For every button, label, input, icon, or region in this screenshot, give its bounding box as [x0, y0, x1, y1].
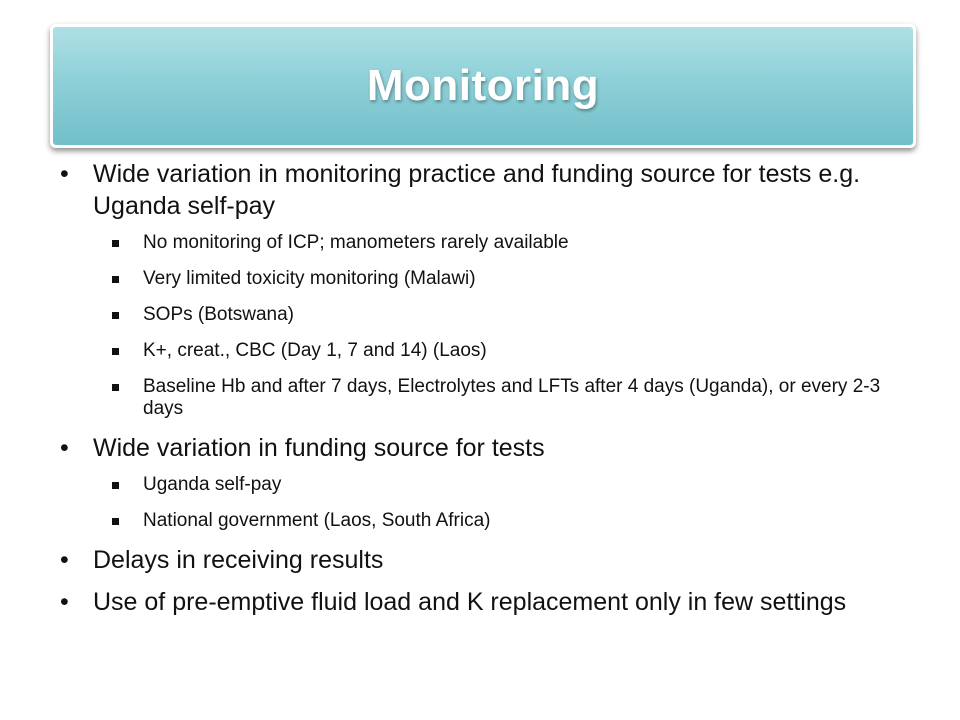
bullet-dot-icon: •	[60, 588, 69, 616]
square-bullet-icon	[112, 240, 119, 247]
sub-bullet-text: Baseline Hb and after 7 days, Electrolytes and LFTs after 4 days (Uganda), or every 2-3 days	[143, 376, 881, 419]
sub-bullet-text: National government (Laos, South Africa)	[143, 510, 491, 531]
bullet-list	[60, 158, 920, 628]
bullet-dot-icon: •	[60, 160, 69, 188]
sub-bullet-text: No monitoring of ICP; manometers rarely available	[143, 232, 569, 253]
sub-bullet-item	[60, 304, 920, 326]
sub-bullet-item	[60, 474, 920, 496]
sub-bullet-text: Uganda self-pay	[143, 474, 282, 495]
bullet-text: Delays in receiving results	[93, 546, 384, 574]
sub-bullet-item	[60, 268, 920, 290]
bullet-item	[60, 544, 920, 576]
bullet-item	[60, 432, 920, 464]
sub-bullet-item	[60, 376, 920, 420]
square-bullet-icon	[112, 384, 119, 391]
bullet-dot-icon: •	[60, 546, 69, 574]
sub-bullet-item	[60, 510, 920, 532]
bullet-text: Wide variation in funding source for tests	[93, 434, 545, 462]
sub-bullet-item	[60, 232, 920, 254]
square-bullet-icon	[112, 518, 119, 525]
sub-bullet-text: Very limited toxicity monitoring (Malawi)	[143, 268, 476, 289]
bullet-item	[60, 586, 920, 618]
sub-bullet-text: K+, creat., CBC (Day 1, 7 and 14) (Laos)	[143, 340, 487, 361]
square-bullet-icon	[112, 482, 119, 489]
sub-bullet-text: SOPs (Botswana)	[143, 304, 294, 325]
square-bullet-icon	[112, 312, 119, 319]
bullet-dot-icon: •	[60, 434, 69, 462]
bullet-item	[60, 158, 920, 222]
bullet-text: Use of pre-emptive fluid load and K replacement only in few settings	[93, 588, 847, 616]
square-bullet-icon	[112, 348, 119, 355]
bullet-text: Wide variation in monitoring practice and funding source for tests e.g. Uganda self-pay	[93, 160, 861, 220]
square-bullet-icon	[112, 276, 119, 283]
sub-bullet-item	[60, 340, 920, 362]
title-banner	[50, 24, 916, 148]
slide-title: Monitoring	[366, 61, 600, 110]
